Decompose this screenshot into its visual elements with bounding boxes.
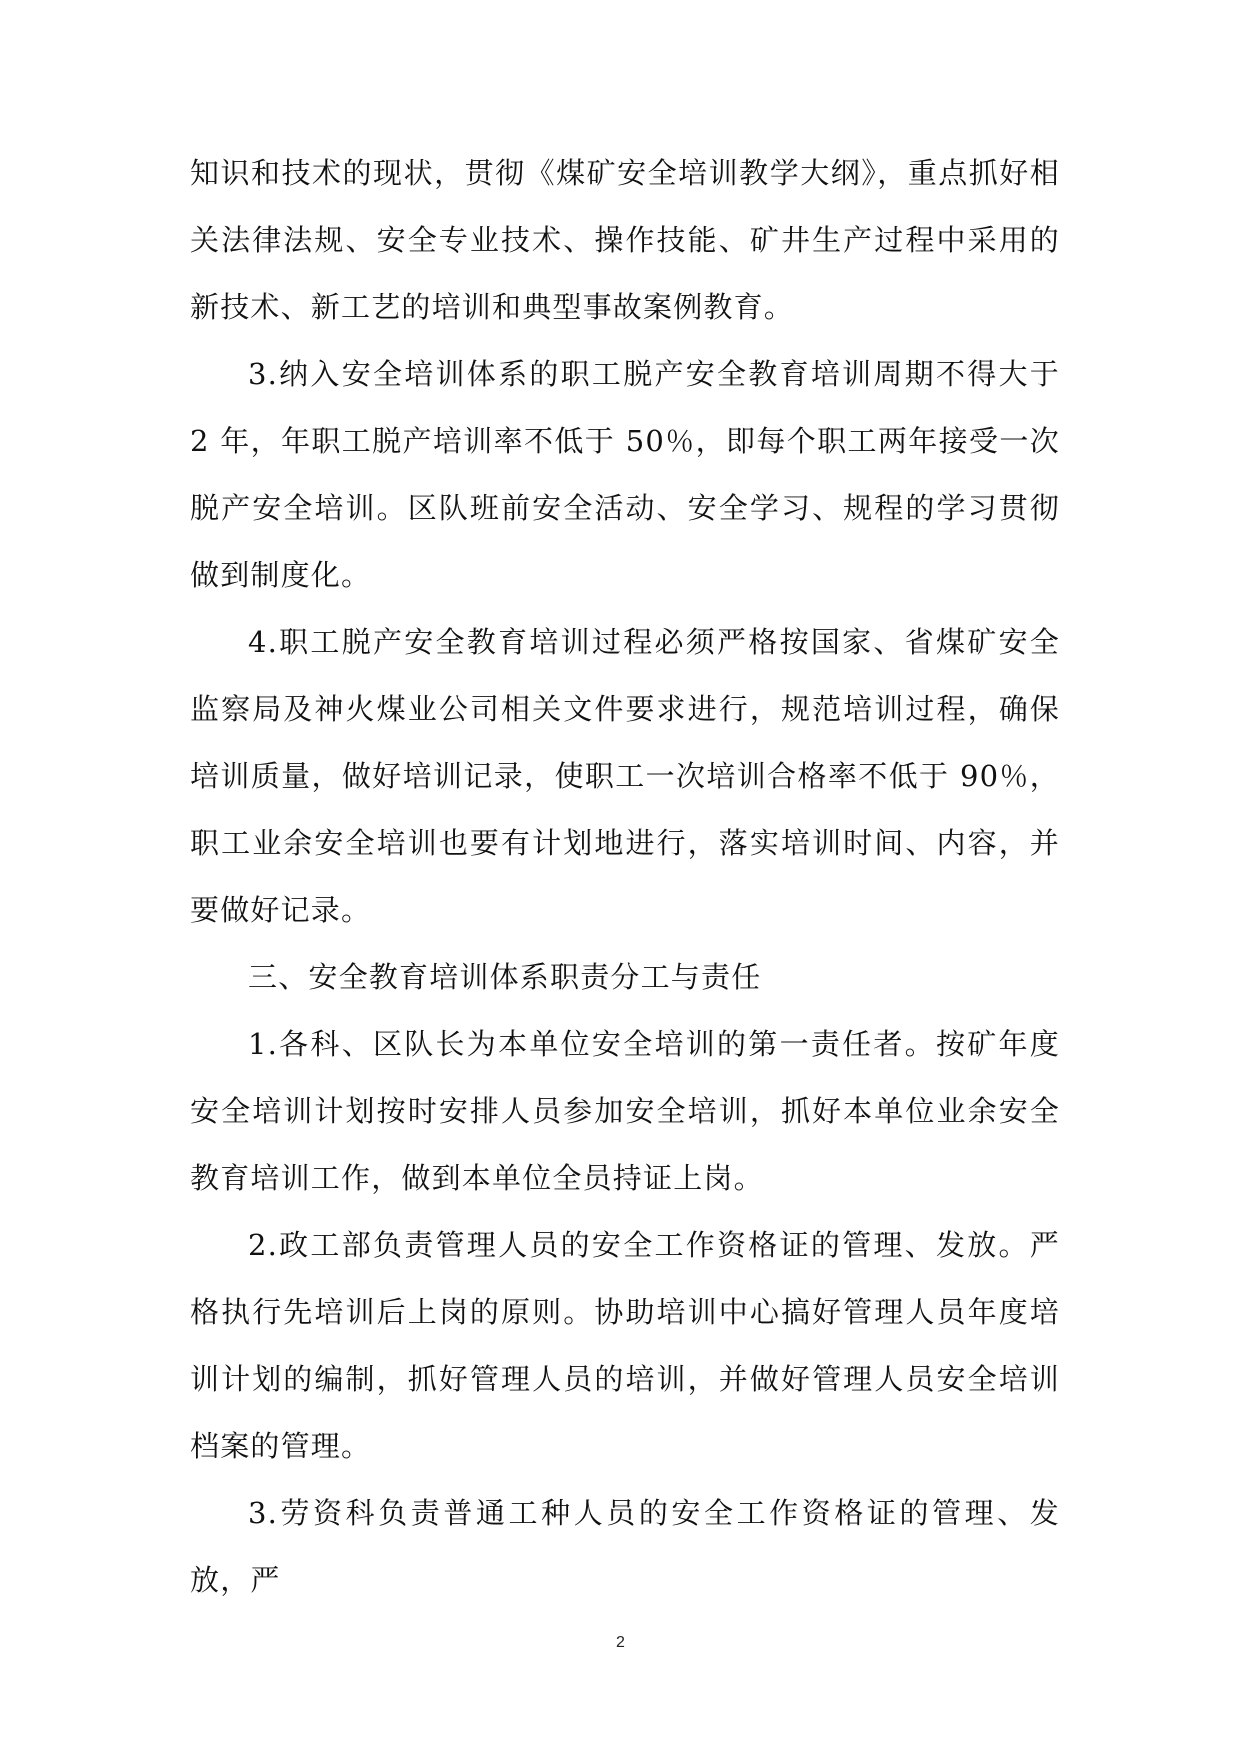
- section-heading: 三、安全教育培训体系职责分工与责任: [248, 960, 762, 994]
- paragraph-duty-1: 1.各科、区队长为本单位安全培训的第一责任者。按矿年度安全培训计划按时安排人员参加安全培训，抓好本单位业余安全教育培训工作，做到本单位全员持证上岗。: [190, 1027, 1060, 1195]
- page-number: 2: [616, 1634, 625, 1651]
- paragraph-item-3: 3.纳入安全培训体系的职工脱产安全教育培训周期不得大于 2 年，年职工脱产培训率不低于 50％，即每个职工两年接受一次脱产安全培训。区队班前安全活动、安全学习、规程的学习贯彻做到制度化。: [190, 357, 1060, 592]
- paragraph-duty-3: 3.劳资科负责普通工种人员的安全工作资格证的管理、发放，严: [190, 1496, 1060, 1597]
- document-body: [190, 140, 1060, 1614]
- paragraph-duty-2: 2.政工部负责管理人员的安全工作资格证的管理、发放。严格执行先培训后上岗的原则。协助培训中心搞好管理人员年度培训计划的编制，抓好管理人员的培训，并做好管理人员安全培训档案的管理。: [190, 1228, 1060, 1463]
- paragraph-item-4: 4.职工脱产安全教育培训过程必须严格按国家、省煤矿安全监察局及神火煤业公司相关文件要求进行，规范培训过程，确保培训质量，做好培训记录，使职工一次培训合格率不低于 90％，职工业余安全培训也要有计划地进行，落实培训时间、内容，并要做好记录。: [190, 625, 1060, 927]
- paragraph-continued: 知识和技术的现状，贯彻《煤矿安全培训教学大纲》，重点抓好相关法律法规、安全专业技术、操作技能、矿井生产过程中采用的新技术、新工艺的培训和典型事故案例教育。: [190, 156, 1060, 324]
